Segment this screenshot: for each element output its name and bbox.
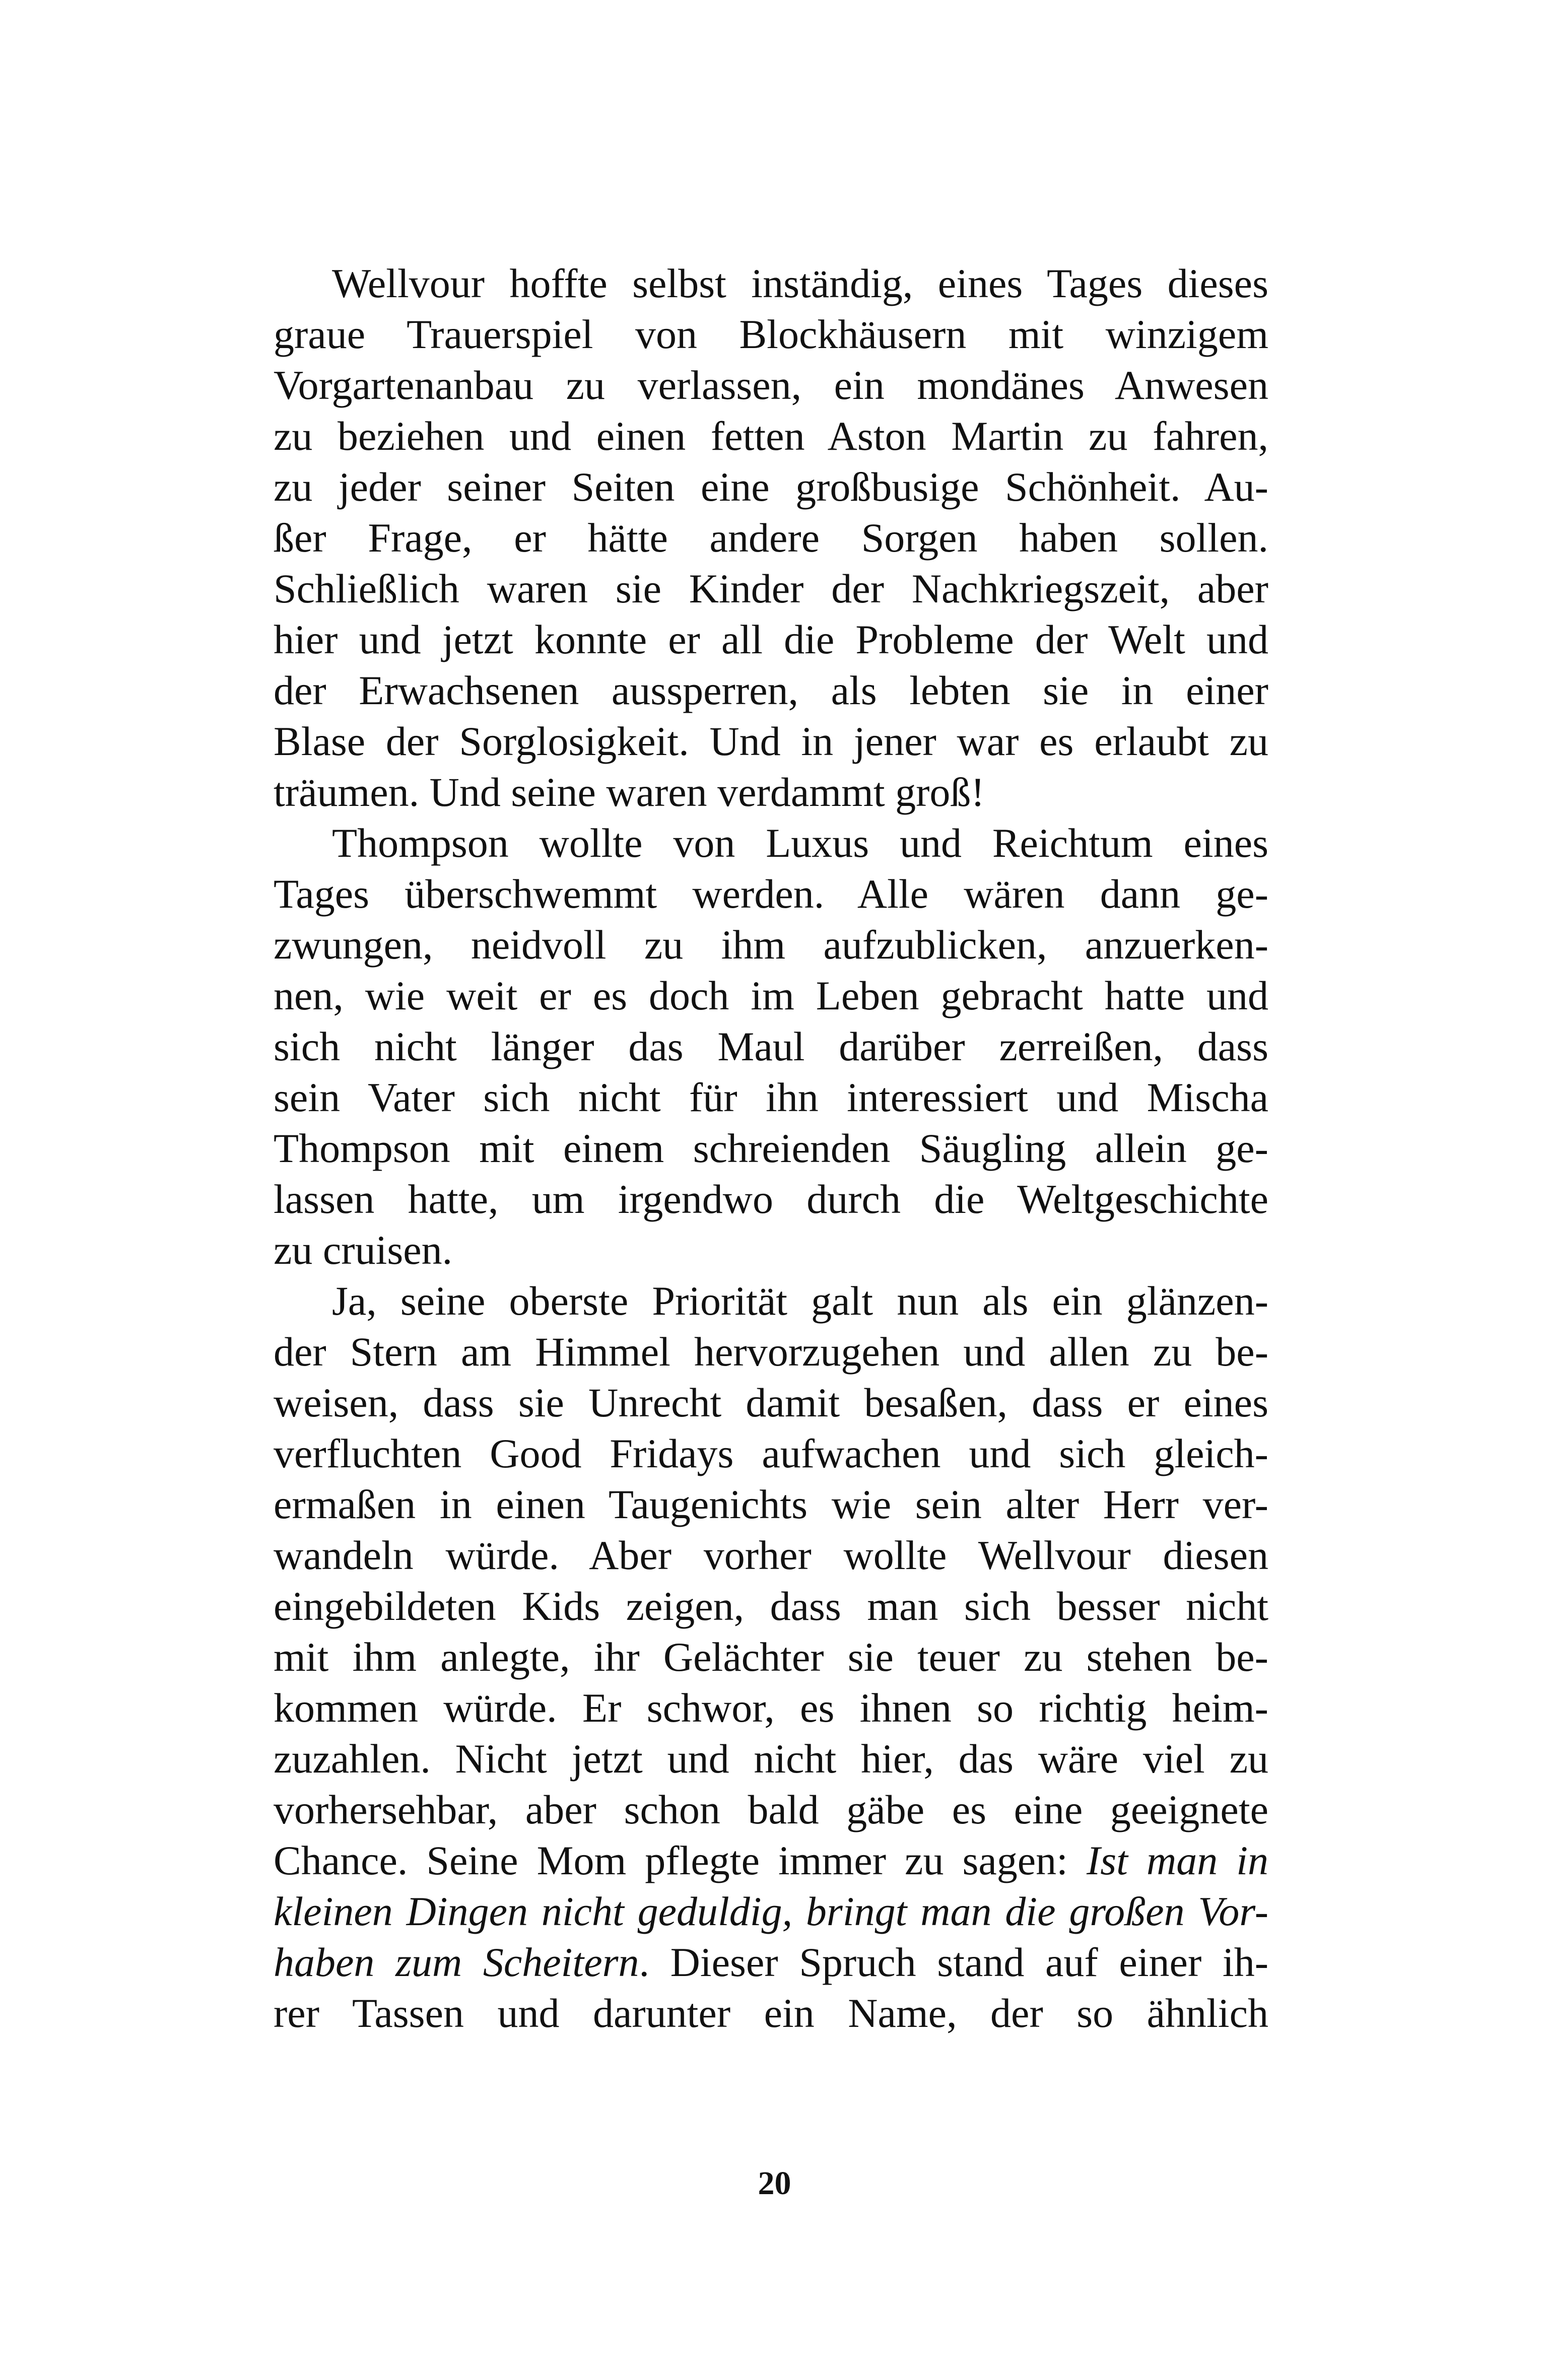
text-line: zuzahlen. Nicht jetzt und nicht hier, das wäre viel zu — [274, 1736, 1268, 1782]
text-run: . Dieser Spruch stand auf einer ih- — [639, 1939, 1269, 1985]
text-line: Blase der Sorglosigkeit. Und in jener war es erlaubt zu — [274, 718, 1268, 764]
text-line: zu cruisen. — [274, 1227, 453, 1273]
text-line: kommen würde. Er schwor, es ihnen so richtig heim- — [274, 1685, 1268, 1731]
text-line: Schließlich waren sie Kinder der Nachkriegszeit, aber — [274, 566, 1268, 611]
text-line: zu beziehen und einen fetten Aston Martin zu fahren, — [274, 413, 1268, 459]
text-line: hier und jetzt konnte er all die Probleme der Welt und — [274, 617, 1268, 662]
text-line: sich nicht länger das Maul darüber zerreißen, dass — [274, 1024, 1268, 1069]
text-line: Tages überschwemmt werden. Alle wären dann ge- — [274, 871, 1268, 917]
italic-quote: Ist man in — [1086, 1838, 1269, 1883]
text-line: rer Tassen und darunter ein Name, der so ähnlich — [274, 1990, 1268, 2036]
text-line: eingebildeten Kids zeigen, dass man sich besser nicht — [274, 1583, 1268, 1629]
text-line: sein Vater sich nicht für ihn interessiert und Mischa — [274, 1074, 1268, 1120]
text-line: Thompson wollte von Luxus und Reichtum eines — [332, 820, 1268, 866]
text-line: vorhersehbar, aber schon bald gäbe es eine geeignete — [274, 1787, 1268, 1832]
page-number: 20 — [758, 2165, 791, 2202]
text-line: Thompson mit einem schreienden Säugling allein ge- — [274, 1125, 1268, 1171]
text-line: ßer Frage, er hätte andere Sorgen haben sollen. — [274, 515, 1268, 561]
text-line: lassen hatte, um irgendwo durch die Weltgeschichte — [274, 1176, 1268, 1222]
italic-quote: kleinen Dingen nicht geduldig, bringt man die großen Vor- — [274, 1888, 1268, 1934]
text-line — [274, 1835, 1268, 1886]
text-line: ermaßen in einen Taugenichts wie sein alter Herr ver- — [274, 1481, 1268, 1527]
text-line: Wellvour hoffte selbst inständig, eines Tages dieses — [332, 260, 1268, 306]
text-line: wandeln würde. Aber vorher wollte Wellvour diesen — [274, 1532, 1268, 1578]
text-line: Ja, seine oberste Priorität galt nun als ein glänzen- — [332, 1278, 1268, 1324]
body-text — [274, 258, 1268, 2038]
text-line — [274, 1886, 1268, 1937]
text-line: der Stern am Himmel hervorzugehen und allen zu be- — [274, 1329, 1268, 1375]
text-line — [274, 1937, 1268, 1988]
text-line: graue Trauerspiel von Blockhäusern mit winzigem — [274, 311, 1268, 357]
text-line: zu jeder seiner Seiten eine großbusige Schönheit. Au- — [274, 464, 1268, 510]
text-run: Chance. Seine Mom pflegte immer zu sagen: — [274, 1838, 1087, 1883]
text-line: nen, wie weit er es doch im Leben gebracht hatte und — [274, 973, 1268, 1018]
text-line: träumen. Und seine waren verdammt groß! — [274, 769, 985, 815]
text-line: mit ihm anlegte, ihr Gelächter sie teuer zu stehen be- — [274, 1634, 1268, 1680]
text-line: verfluchten Good Fridays aufwachen und sich gleich- — [274, 1431, 1268, 1476]
text-line: Vorgartenanbau zu verlassen, ein mondänes Anwesen — [274, 362, 1268, 408]
text-line: weisen, dass sie Unrecht damit besaßen, dass er eines — [274, 1380, 1268, 1425]
text-line: der Erwachsenen aussperren, als lebten sie in einer — [274, 667, 1268, 713]
text-line: zwungen, neidvoll zu ihm aufzublicken, anzuerken- — [274, 922, 1268, 968]
italic-quote: haben zum Scheitern — [274, 1939, 639, 1985]
